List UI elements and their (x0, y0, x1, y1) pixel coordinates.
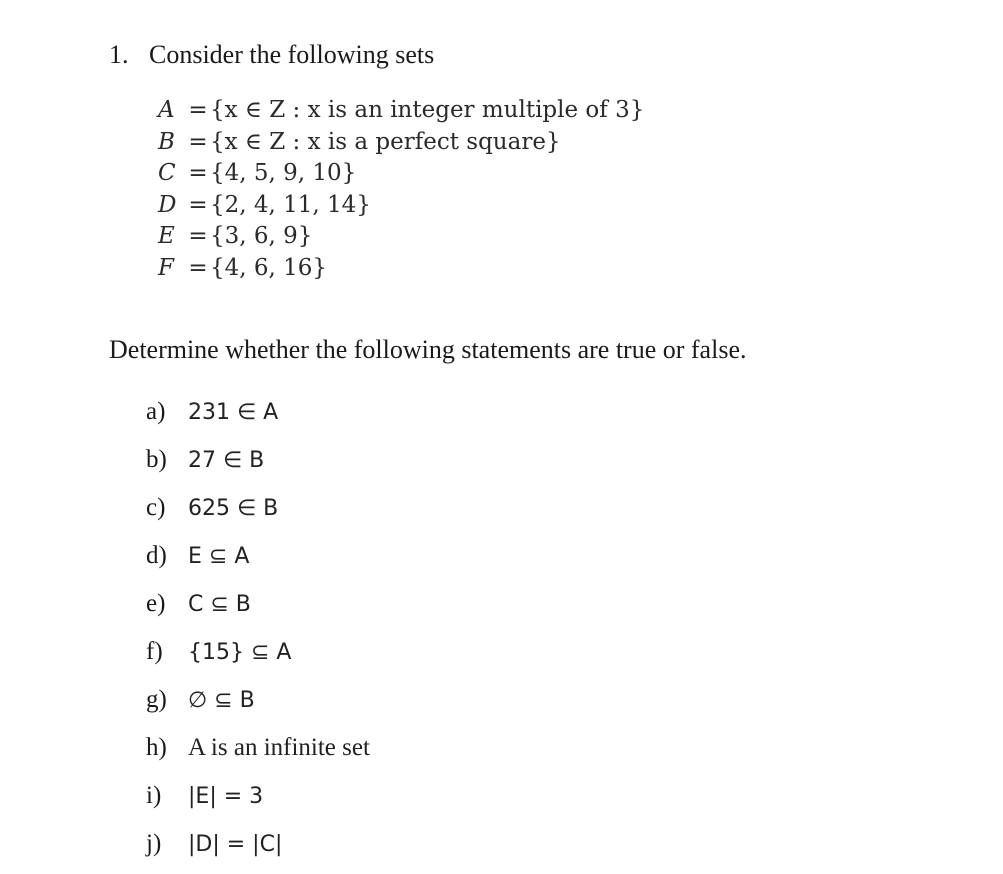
statement-label: g) (146, 686, 167, 713)
statement-label: f) (146, 638, 163, 665)
problem-prompt: Consider the following sets (149, 40, 435, 69)
set-name: E (158, 223, 175, 249)
equals-sign: = (188, 223, 208, 249)
set-definition-e (158, 221, 644, 253)
equals-sign: = (188, 128, 208, 155)
set-name: C (158, 160, 176, 186)
statement-label: e) (146, 590, 166, 617)
statement-text: A is an infinite set (188, 734, 370, 761)
statement-item-h (146, 724, 370, 772)
statement-item-j (146, 820, 370, 868)
statement-label: d) (146, 542, 167, 569)
set-name: F (158, 254, 174, 281)
statement-text: C ⊆ B (188, 592, 251, 617)
equals-sign: = (188, 254, 208, 281)
statement-text: 27 ∈ B (188, 448, 265, 473)
set-name: A (158, 97, 175, 123)
statement-label: b) (146, 446, 167, 473)
set-definition-d (158, 190, 644, 222)
statement-label: i) (146, 782, 162, 809)
set-definition-c (158, 158, 644, 190)
set-body: {x ∈ Z : x is an integer multiple of 3} (210, 97, 645, 123)
set-definitions (158, 95, 644, 284)
statement-item-i (146, 772, 370, 820)
statement-label: c) (146, 494, 166, 521)
statement-text: 625 ∈ B (188, 496, 279, 521)
set-body: {4, 6, 16} (210, 254, 328, 281)
statement-item-f (146, 628, 370, 676)
statement-text: 231 ∈ A (188, 400, 279, 425)
statement-list (146, 388, 370, 868)
set-body: {2, 4, 11, 14} (210, 191, 371, 218)
set-body: {x ∈ Z : x is a perfect square} (210, 128, 561, 155)
set-body: {3, 6, 9} (210, 223, 313, 249)
instruction-text: Determine whether the following statements are true or false. (109, 335, 747, 364)
equals-sign: = (188, 97, 208, 123)
statement-label: a) (146, 398, 166, 425)
statement-text: E ⊆ A (188, 544, 250, 569)
problem-header (109, 40, 434, 70)
equals-sign: = (188, 191, 208, 218)
statement-label: j) (146, 830, 162, 857)
equals-sign: = (188, 160, 208, 186)
set-name: B (158, 128, 175, 155)
statement-item-e (146, 580, 370, 628)
set-name: D (158, 191, 177, 218)
set-definition-b (158, 127, 644, 159)
statement-item-a (146, 388, 370, 436)
statement-item-g (146, 676, 370, 724)
statement-text: {15} ⊆ A (188, 640, 292, 665)
statement-label: h) (146, 734, 167, 761)
statement-text: ∅ ⊆ B (188, 688, 255, 713)
set-definition-f (158, 253, 644, 285)
set-definition-a (158, 95, 644, 127)
statement-item-b (146, 436, 370, 484)
statement-item-d (146, 532, 370, 580)
problem-number: 1. (109, 40, 129, 69)
statement-text: |D| = |C| (188, 832, 283, 857)
statement-text: |E| = 3 (188, 784, 264, 809)
statement-item-c (146, 484, 370, 532)
set-body: {4, 5, 9, 10} (210, 160, 357, 186)
